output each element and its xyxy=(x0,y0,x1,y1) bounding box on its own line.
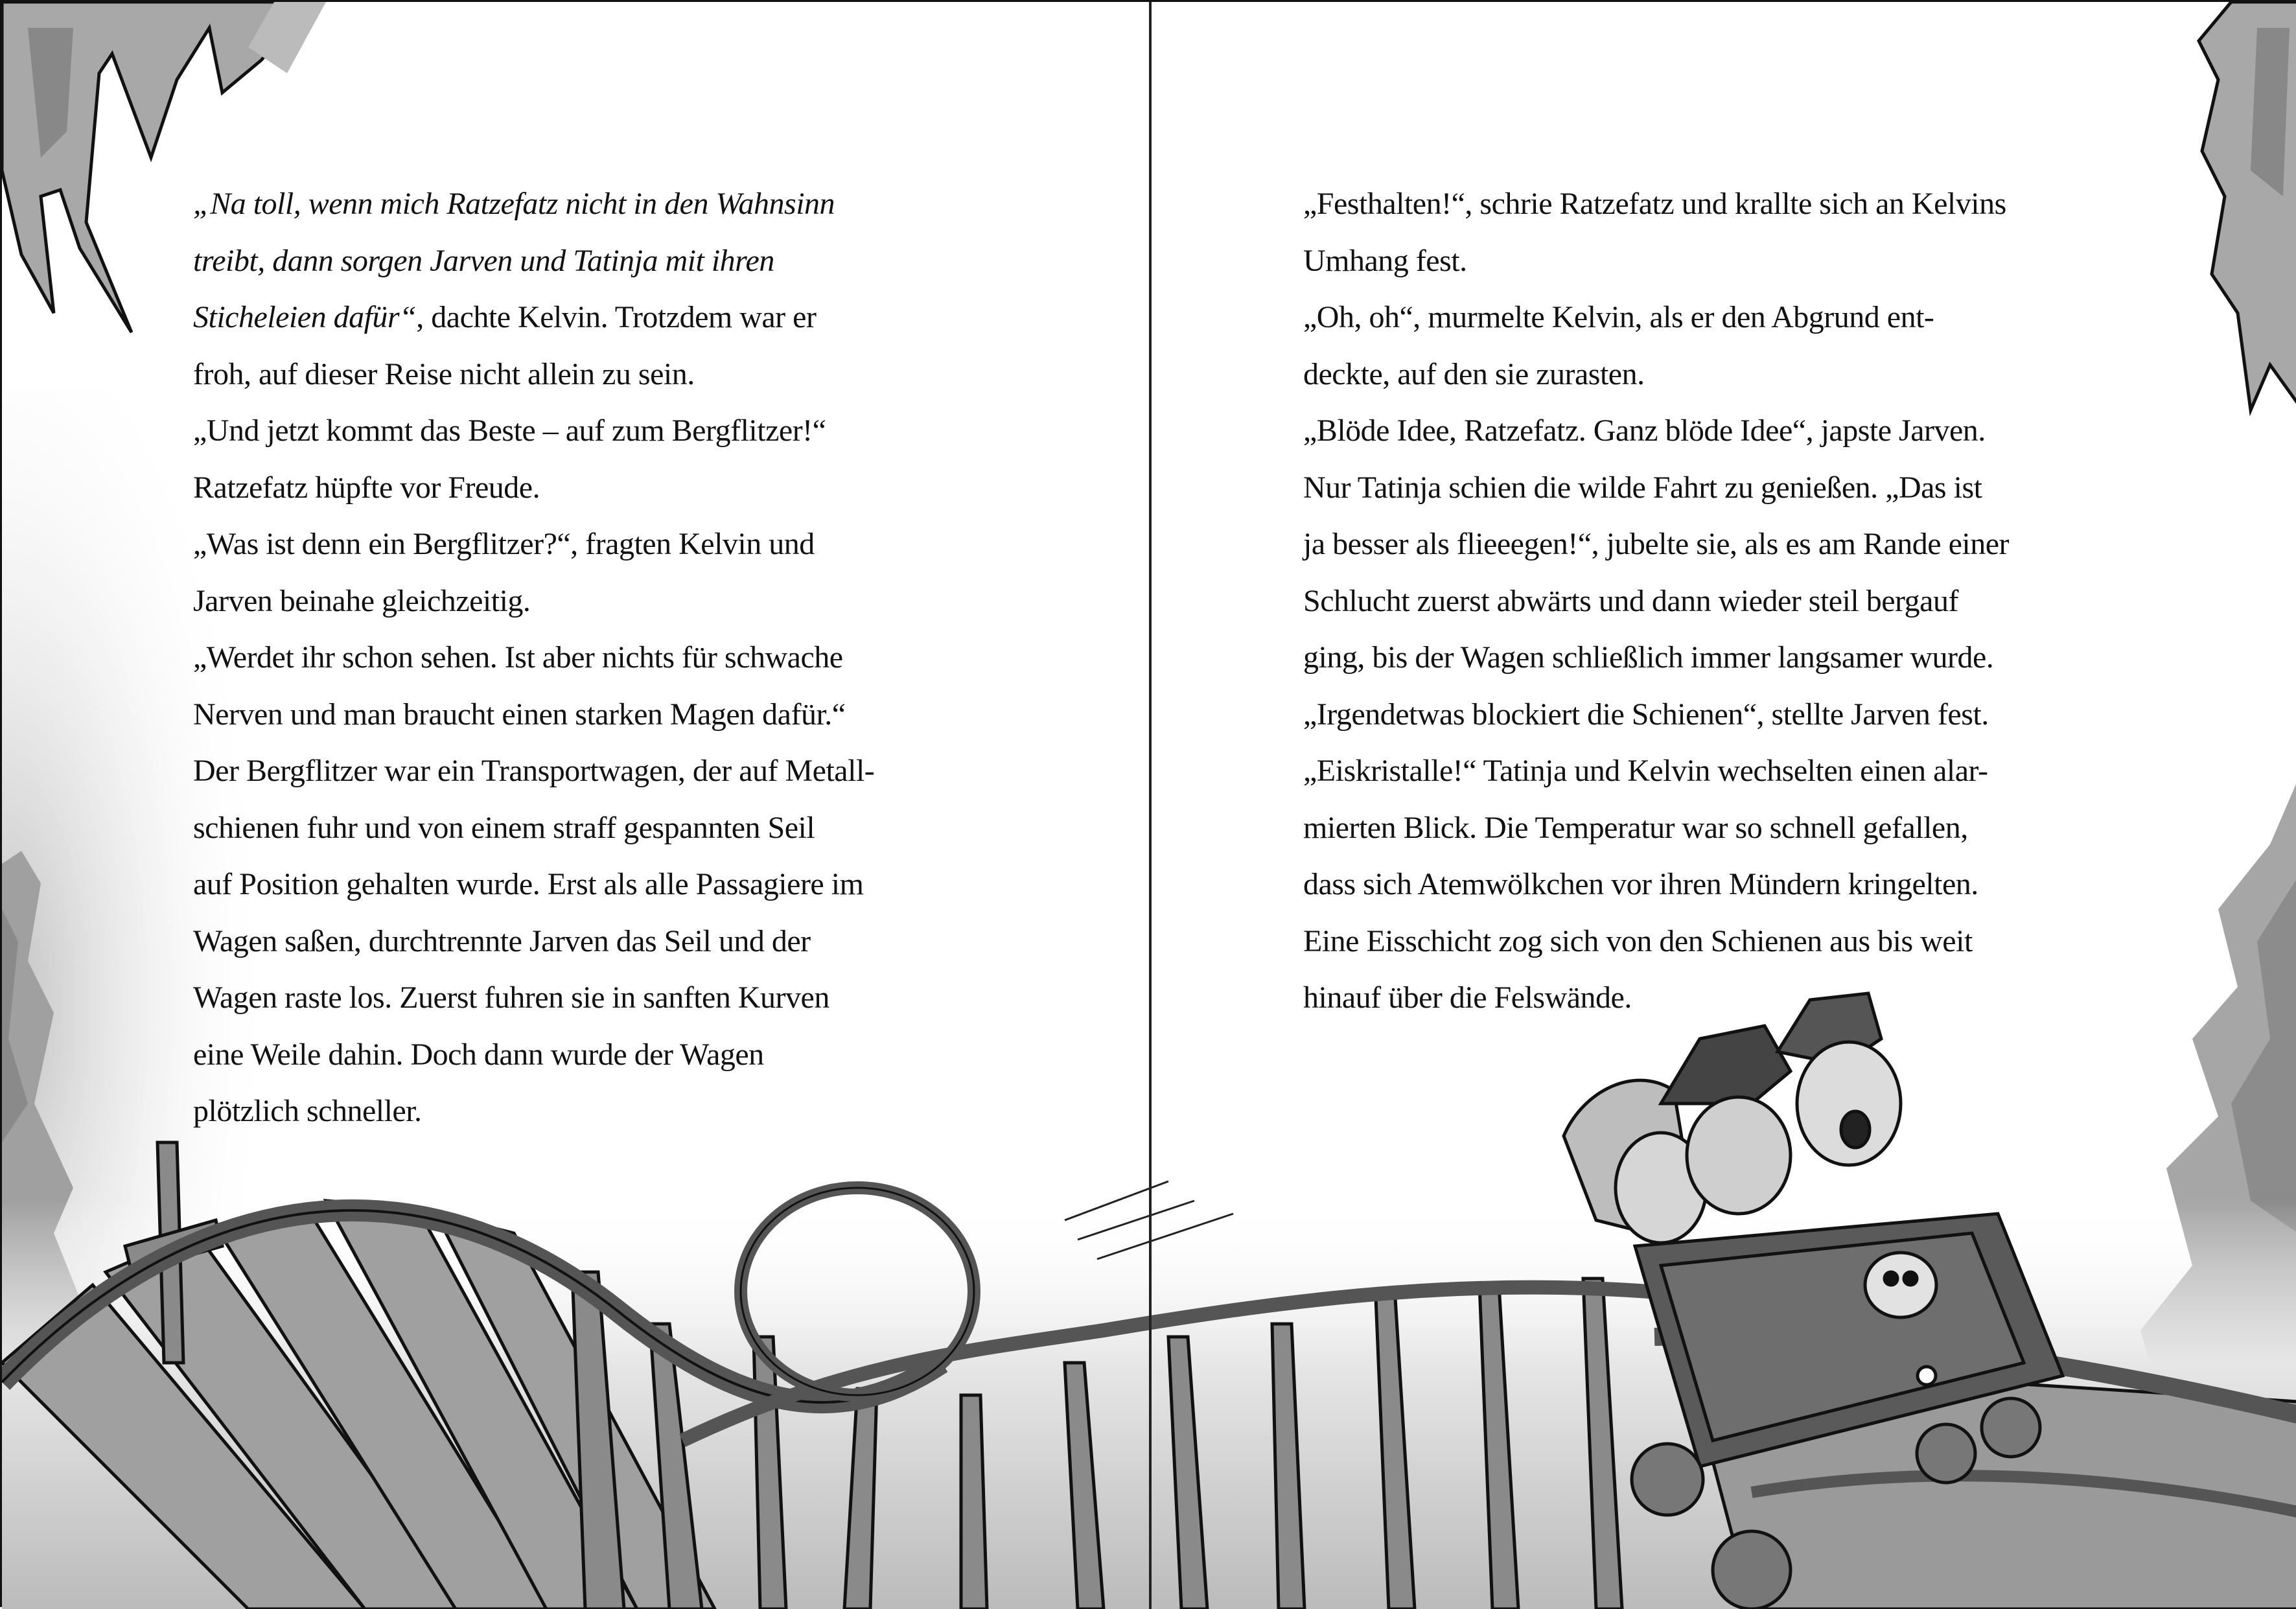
text-line: Nur Tatinja schien die wilde Fahrt zu genießen. „Das ist xyxy=(1303,470,1982,505)
text-line: ging, bis der Wagen schließlich immer langsamer wurde. xyxy=(1303,640,1994,675)
text-line: deckte, auf den sie zurasten. xyxy=(1303,356,1645,391)
text-line: froh, auf dieser Reise nicht allein zu sein. xyxy=(193,356,695,391)
text-line: Wagen saßen, durchtrennte Jarven das Seil und der xyxy=(193,923,811,958)
right-page-text xyxy=(1303,176,2009,1026)
stalactites-top-right-icon xyxy=(2199,2,2296,410)
text-line: „Festhalten!“, schrie Ratzefatz und krallte sich an Kelvins xyxy=(1303,187,2006,221)
text-line: „Na toll, wenn mich Ratzefatz nicht in den Wahnsinn xyxy=(193,187,835,221)
text-line: auf Position gehalten wurde. Erst als alle Passagiere im xyxy=(193,867,864,901)
text-line: Nerven und man braucht einen starken Magen dafür.“ xyxy=(193,697,846,732)
text-line: Umhang fest. xyxy=(1303,243,1467,278)
text-line: ja besser als flieeegen!“, jubelte sie, als es am Rande einer xyxy=(1303,527,2010,561)
text-line: Wagen raste los. Zuerst fuhren sie in sanften Kurven xyxy=(193,980,829,1015)
text-line: schienen fuhr und von einem straff gespannten Seil xyxy=(193,810,815,845)
page-gutter xyxy=(1149,2,1152,1609)
text-line: Eine Eisschicht zog sich von den Schienen aus bis weit xyxy=(1303,923,1973,958)
text-line: dass sich Atemwölkchen vor ihren Mündern kringelten. xyxy=(1303,867,1978,901)
text-line: Sticheleien dafür“, dachte Kelvin. Trotzdem war er xyxy=(193,300,817,334)
text-line: mierten Blick. Die Temperatur war so schnell gefallen, xyxy=(1303,810,1968,845)
text-line: Jarven beinahe gleichzeitig. xyxy=(193,583,531,618)
text-line: eine Weile dahin. Doch dann wurde der Wagen xyxy=(193,1037,764,1072)
left-page-text xyxy=(193,176,874,1140)
text-line: „Irgendetwas blockiert die Schienen“, stellte Jarven fest. xyxy=(1303,697,1989,732)
text-line: „Werdet ihr schon sehen. Ist aber nichts für schwache xyxy=(193,640,843,675)
text-line: „Was ist denn ein Bergflitzer?“, fragten Kelvin und xyxy=(193,527,815,561)
text-line: Der Bergflitzer war ein Transportwagen, der auf Metall- xyxy=(193,754,875,788)
text-line: Schlucht zuerst abwärts und dann wieder steil bergauf xyxy=(1303,583,1958,618)
text-line: Ratzefatz hüpfte vor Freude. xyxy=(193,470,540,505)
text-line: hinauf über die Felswände. xyxy=(1303,980,1632,1015)
text-line: „Blöde Idee, Ratzefatz. Ganz blöde Idee“, japste Jarven. xyxy=(1303,413,1986,448)
text-line: „Eiskristalle!“ Tatinja und Kelvin wechselten einen alar- xyxy=(1303,754,1988,788)
text-line: plötzlich schneller. xyxy=(193,1094,422,1128)
text-line: „Oh, oh“, murmelte Kelvin, als er den Abgrund ent- xyxy=(1303,300,1934,334)
text-line: „Und jetzt kommt das Beste – auf zum Bergflitzer!“ xyxy=(193,413,826,448)
text-line: treibt, dann sorgen Jarven und Tatinja mit ihren xyxy=(193,243,774,278)
